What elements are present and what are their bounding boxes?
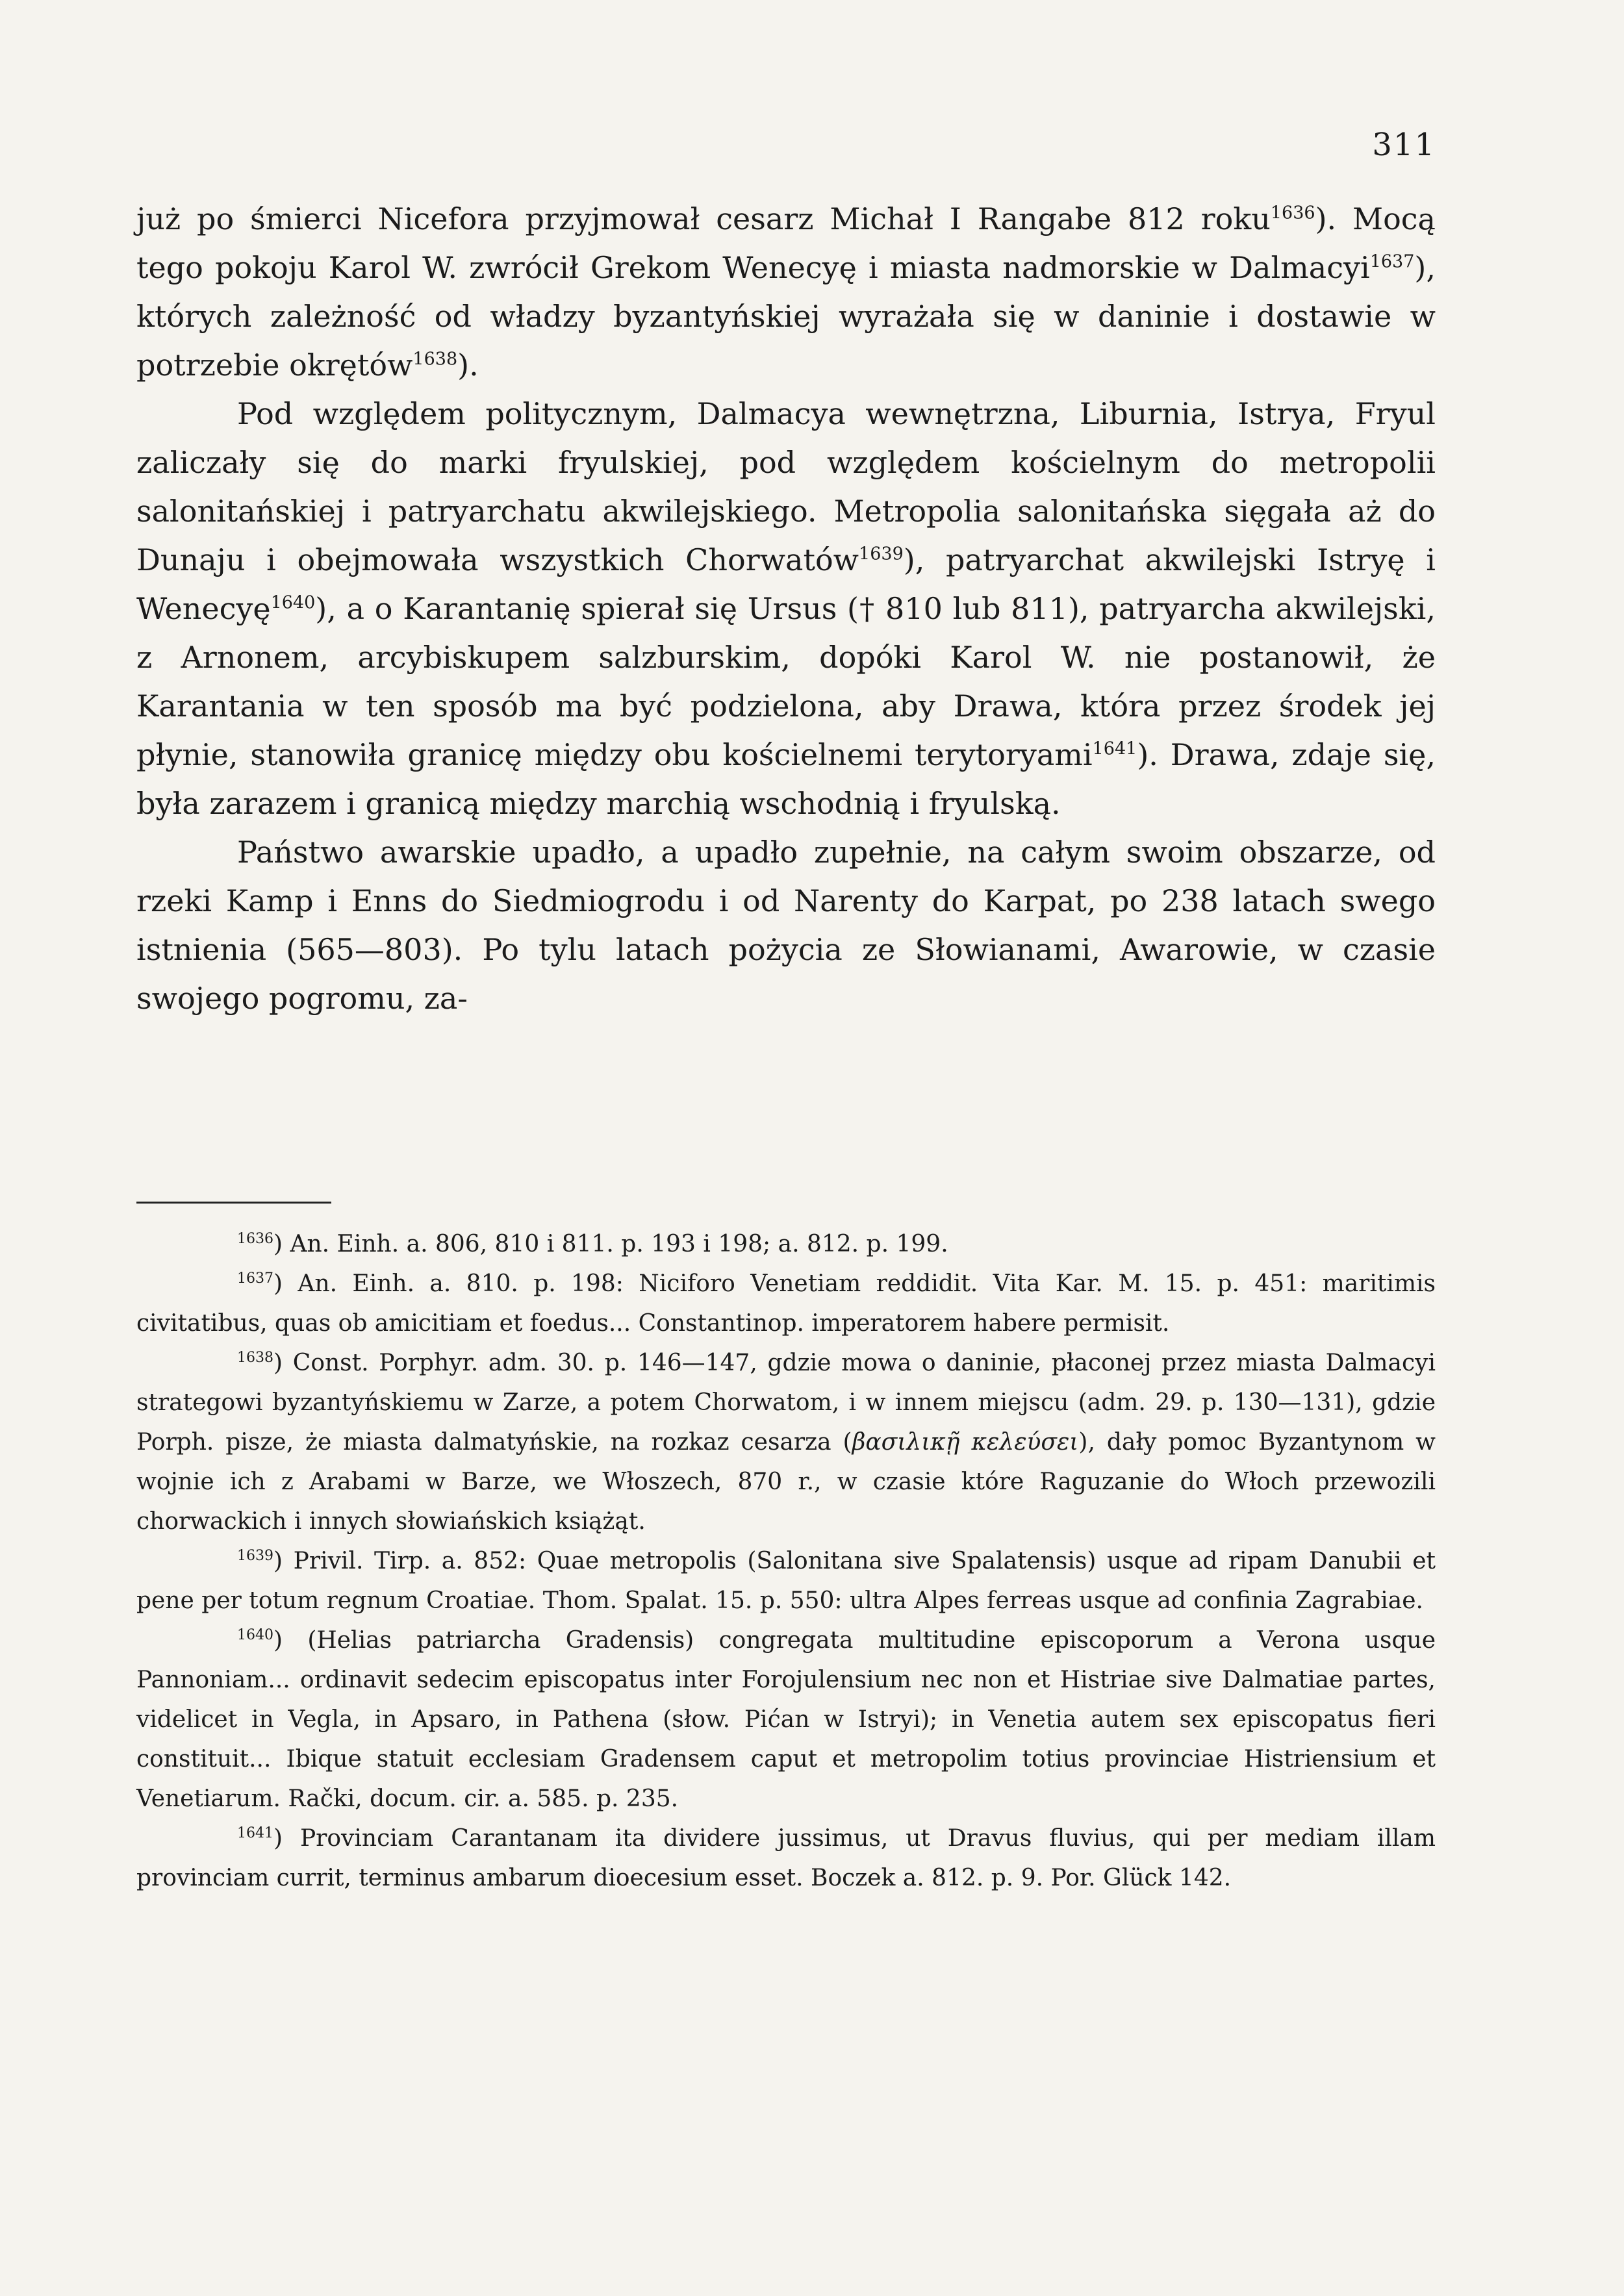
footnote-1641 (136, 1819, 1436, 1898)
footnote-text: ) An. Einh. a. 810. p. 198: Niciforo Venetiam reddidit. Vita Kar. M. 15. p. 451: maritimis civitatibus, quas ob amicitiam et foedus... Constantinop. imperatorem habere permisit. (136, 1270, 1436, 1337)
text-run: ). Drawa, zdaje się, była zarazem i granicą między marchią wschodnią i fryulską. (136, 737, 1436, 821)
footnote-1640 (136, 1621, 1436, 1819)
greek-phrase: βασιλικῇ κελεύσει (852, 1429, 1079, 1456)
footnote-ref-1641: 1641 (1092, 738, 1137, 759)
footnote-text: ) Const. Porphyr. adm. 30. p. 146—147, gdzie mowa o daninie, płaconej przez miasta Dalmacyi strategowi byzantyńskiemu w Zarze, a potem Chorwatom, i w innem miejscu (adm. 29. p. 130—131), gdzie Porph. pisze, że miasta dalmatyńskie, na rozkaz cesarza ( (136, 1350, 1436, 1456)
paragraph-3: Państwo awarskie upadło, a upadło zupełnie, na całym swoim obszarze, od rzeki Kamp i Enns do Siedmiogrodu i od Narenty do Karpat, po 238 latach swego istnienia (565—803). Po tylu latach pożycia ze Słowianami, Awarowie, w czasie swojego pogromu, za- (136, 835, 1436, 1016)
footnote-number: 1639 (237, 1548, 273, 1564)
footnote-number: 1641 (237, 1825, 273, 1841)
text-run: ). Mocą tego pokoju Karol W. zwrócił Grekom Wenecyę i miasta nadmorskie w Dalmacyi (136, 201, 1436, 285)
footnote-1638 (136, 1343, 1436, 1541)
footnote-ref-1639: 1639 (859, 544, 904, 564)
paragraph-1 (136, 195, 1436, 390)
footnote-ref-1636: 1636 (1270, 203, 1315, 223)
footnote-text: ) Privil. Tirp. a. 852: Quae metropolis (Salonitana sive Spalatensis) usque ad ripam Danubii et pene per totum regnum Croatiae. Thom. Spalat. 15. p. 550: ultra Alpes ferreas usque ad confinia Zagrabiae. (136, 1548, 1436, 1614)
footnote-1639 (136, 1541, 1436, 1621)
footnote-text: ) An. Einh. a. 806, 810 i 811. p. 193 i 198; a. 812. p. 199. (273, 1231, 948, 1257)
footnote-number: 1640 (237, 1627, 273, 1643)
text-run: ), których zależność od władzy byzantyńskiej wyrażała się w daninie i dostawie w potrzebie okrętów (136, 250, 1436, 383)
text-run: ), patryarchat akwilejski Istryę i Wenecyę (136, 542, 1436, 626)
footnote-1636 (136, 1224, 1436, 1264)
footnote-ref-1638: 1638 (412, 349, 458, 370)
text-run: Pod względem politycznym, Dalmacya wewnętrzna, Liburnia, Istrya, Fryul zaliczały się do marki fryulskiej, pod względem kościelnym do metropolii salonitańskiej i patryarchatu akwilejskiego. Metropolia salonitańska sięgała aż do Dunaju i obejmowała wszystkich Chorwatów (136, 396, 1436, 577)
paragraph-2 (136, 390, 1436, 828)
footnote-text: ), dały pomoc Byzantynom w wojnie ich z Arabami w Barze, we Włoszech, 870 r., w czasie które Raguzanie do Włoch przewozili chorwackich i innych słowiańskich książąt. (136, 1429, 1436, 1535)
page-number: 311 (1372, 127, 1436, 163)
footnote-number: 1637 (237, 1270, 273, 1287)
footnote-1637 (136, 1264, 1436, 1343)
footnote-separator (136, 1202, 331, 1204)
footnote-number: 1638 (237, 1350, 273, 1366)
footnote-ref-1637: 1637 (1369, 251, 1415, 272)
main-text (136, 195, 1436, 1023)
footnote-number: 1636 (237, 1231, 273, 1247)
footnote-ref-1640: 1640 (270, 592, 316, 613)
text-run: już po śmierci Nicefora przyjmował cesarz Michał I Rangabe 812 roku (136, 201, 1271, 236)
text-run: ). (457, 347, 479, 383)
text-run: ), a o Karantanię spierał się Ursus († 810 lub 811), patryarcha akwilejski, z Arnonem, arcybiskupem salzburskim, dopóki Karol W. nie postanowił, że Karantania w ten sposób ma być podzielona, aby Drawa, która przez środek jej płynie, stanowiła granicę między obu kościelnemi terytoryami (136, 591, 1436, 772)
book-page (136, 0, 1436, 2296)
footnote-text: ) Provinciam Carantanam ita dividere jussimus, ut Dravus fluvius, qui per mediam illam provinciam currit, terminus ambarum dioecesium esset. Boczek a. 812. p. 9. Por. Glück 142. (136, 1825, 1436, 1891)
footnote-text: ) (Helias patriarcha Gradensis) congregata multitudine episcoporum a Verona usque Pannoniam... ordinavit sedecim episcopatus inter Forojulensium nec non et Histriae sive Dalmatiae partes, videlicet in Vegla, in Apsaro, in Pathena (słow. Pićan w Istryi); in Venetia autem sex episcopatus fieri constituit... Ibique statuit ecclesiam Gradensem caput et metropolim totius provinciae Histriensium et Venetiarum. Rački, docum. cir. a. 585. p. 235. (136, 1627, 1436, 1812)
footnotes (136, 1224, 1436, 1898)
